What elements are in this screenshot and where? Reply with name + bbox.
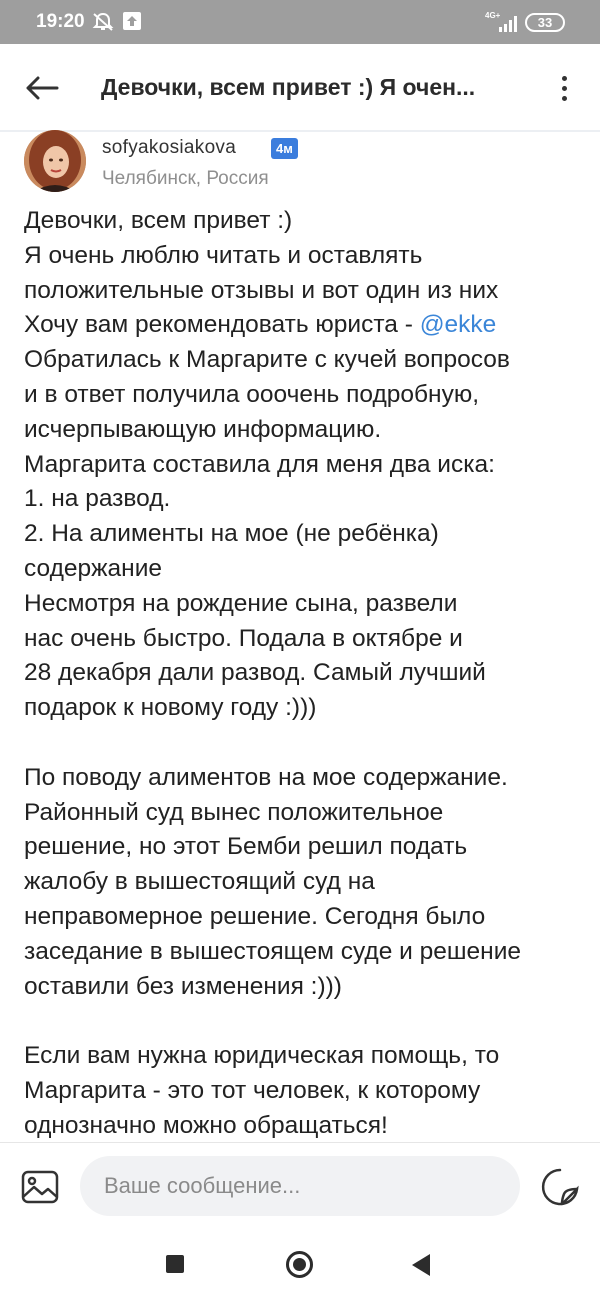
post-text-line [24, 1109, 580, 1142]
post-text: однозначно можно обращаться! [24, 1111, 388, 1139]
post-text: оставили без изменения :))) [24, 972, 342, 1000]
post-text-line [24, 865, 580, 900]
post-text: жалобу в вышестоящий суд на [24, 868, 375, 896]
recent-apps-icon[interactable] [166, 1255, 184, 1273]
message-composer [0, 1142, 600, 1230]
system-nav-bar [0, 1230, 600, 1299]
post-text-line [24, 622, 580, 657]
back-button[interactable] [18, 66, 66, 110]
post-text-line [24, 1039, 580, 1074]
sticker-button[interactable] [540, 1167, 580, 1207]
post-text: 1. на развод. [24, 485, 171, 513]
status-time: 19:20 [36, 11, 85, 32]
sticker-icon [540, 1167, 580, 1207]
post-text: Хочу вам рекомендовать юриста - [24, 311, 420, 339]
post-text-line [24, 830, 580, 865]
post-text-line [24, 343, 580, 378]
page-title: Девочки, всем привет :) Я очен... [101, 74, 476, 100]
post-text: По поводу алиментов на мое содержание. [24, 763, 508, 791]
post-text-line [24, 726, 580, 761]
post-text-line [24, 308, 580, 343]
author-username[interactable]: sofyakosiakova [102, 137, 237, 158]
post-text-line [24, 378, 580, 413]
back-triangle-icon[interactable] [412, 1254, 430, 1276]
more-vertical-icon [562, 76, 567, 81]
message-input[interactable] [80, 1156, 520, 1216]
post-text: Маргарита - это тот человек, к которому [24, 1076, 481, 1104]
post-text: нас очень быстро. Подала в октябре и [24, 624, 463, 652]
post-text-line [24, 935, 580, 970]
post-author [24, 130, 584, 194]
post-text-line [24, 761, 580, 796]
post-text-line [24, 970, 580, 1005]
home-icon[interactable] [286, 1251, 313, 1278]
time-badge: 4м [271, 138, 298, 159]
post-text-line [24, 900, 580, 935]
upload-icon [123, 12, 141, 30]
status-bar [0, 0, 600, 44]
post-text: положительные отзывы и вот один из них [24, 276, 499, 304]
post-text: и в ответ получила ооочень подробную, [24, 380, 480, 408]
post-text: Девочки, всем привет :) [24, 207, 293, 234]
post-text: заседание в вышестоящем суде и решение [24, 937, 522, 965]
post-text: 28 декабря дали развод. Самый лучший [24, 659, 486, 687]
post-text: исчерпывающую информацию. [24, 415, 382, 443]
attach-image-button[interactable] [20, 1169, 60, 1205]
battery-icon [525, 13, 565, 32]
post-text: Обратилась к Маргарите с кучей вопросов [24, 346, 510, 374]
post-text: подарок к новому году :))) [24, 694, 317, 722]
image-icon [20, 1169, 60, 1205]
avatar[interactable] [24, 130, 86, 192]
post-text-line [24, 552, 580, 587]
post-text: Если вам нужна юридическая помощь, то [24, 1042, 500, 1070]
more-options-button[interactable] [548, 68, 580, 108]
bell-off-icon [92, 12, 114, 32]
post-text: содержание [24, 554, 163, 582]
post-text: Маргарита составила для меня два иска: [24, 450, 495, 478]
signal-icon [497, 16, 519, 32]
app-header [0, 44, 600, 132]
post-text-line [24, 239, 580, 274]
arrow-left-icon [25, 76, 59, 100]
post-text-line [24, 413, 580, 448]
post-text-line [24, 1004, 580, 1039]
avatar-image [24, 130, 86, 192]
post-text-line [24, 204, 580, 239]
post-text-line [24, 796, 580, 831]
post-text-line [24, 448, 580, 483]
post-text: неправомерное решение. Сегодня было [24, 902, 486, 930]
battery-level: 33 [537, 15, 553, 30]
post-text: Несмотря на рождение сына, развели [24, 589, 458, 617]
post-text-line [24, 517, 580, 552]
post-text-line [24, 691, 580, 726]
more-dot [562, 96, 567, 101]
post-text: решение, но этот Бемби решил подать [24, 833, 468, 861]
post-text: 2. На алименты на мое (не ребёнка) [24, 520, 439, 548]
author-location: Челябинск, Россия [102, 168, 269, 189]
post-text-line [24, 482, 580, 517]
post-text: Районный суд вынес положительное [24, 798, 444, 826]
post-text-line [24, 587, 580, 622]
more-dot [562, 86, 567, 91]
user-mention-link[interactable]: @ekke [419, 311, 497, 339]
post-text-line [24, 656, 580, 691]
network-type: 4G+ [485, 11, 501, 20]
post-text-line [24, 274, 580, 309]
post-body [24, 204, 580, 1142]
post-text: Я очень люблю читать и оставлять [24, 241, 423, 269]
post-text-line [24, 1074, 580, 1109]
